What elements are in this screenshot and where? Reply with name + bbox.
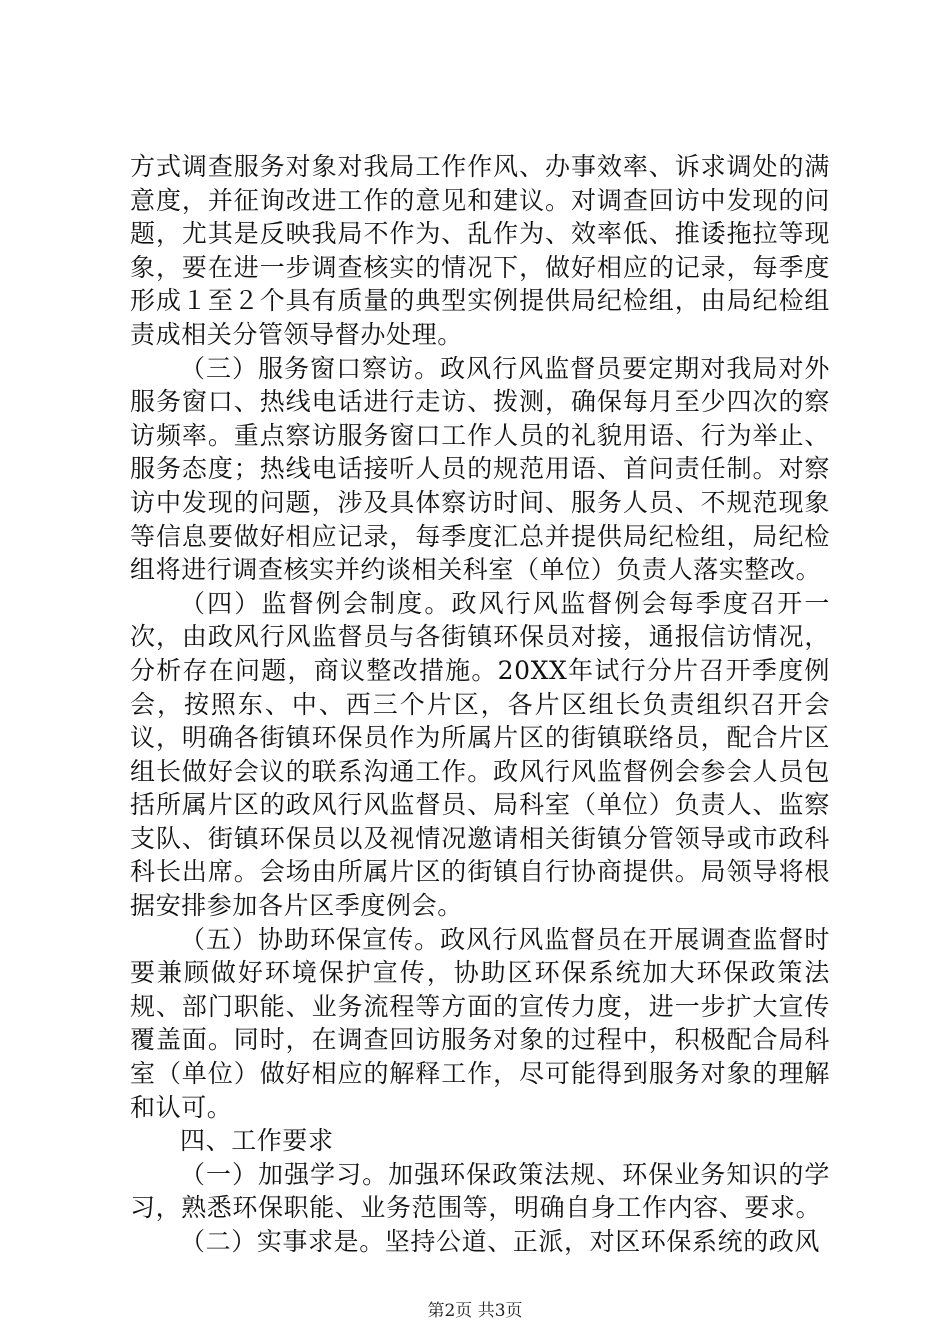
paragraph-seek-truth: （二）实事求是。坚持公道、正派，对区环保系统的政风 (180, 1227, 821, 1256)
paragraph-strengthen-learning: （一）加强学习。加强环保政策法规、环保业务知识的学习，熟悉环保职能、业务范围等，明确自身工作内容、要求。 (130, 1159, 830, 1223)
page-number-footer: 第2页 共3页 (427, 1301, 523, 1321)
paragraph-service-window-visits: （三）服务窗口察访。政风行风监督员要定期对我局对外服务窗口、热线电话进行走访、拨测，确保每月至少四次的察访频率。重点察访服务窗口工作人员的礼貌用语、行为举止、服务态度；热线电话接听人员的规范用语、首问责任制。对察访中发现的问题，涉及具体察访时间、服务人员、不规范现象等信息要做好相应记录，每季度汇总并提供局纪检组，局纪检组将进行调查核实并约谈相关科室（单位）负责人落实整改。 (130, 353, 830, 585)
section-heading-work-requirements: 四、工作要求 (180, 1126, 334, 1156)
document-body (130, 150, 830, 1259)
paragraph-supervision-meetings: （四）监督例会制度。政风行风监督例会每季度召开一次，由政风行风监督员与各街镇环保员对接，通报信访情况，分析存在问题，商议整改措施。20XX年试行分片召开季度例会，按照东、中、西三个片区，各片区组长负责组织召开会议，明确各街镇环保员作为所属片区的街镇联络员，配合片区组长做好会议的联系沟通工作。政风行风监督例会参会人员包括所属片区的政风行风监督员、局科室（单位）负责人、监察支队、街镇环保员以及视情况邀请相关街镇分管领导或市政科科长出席。会场由所属片区的街镇自行协商提供。局领导将根据安排参加各片区季度例会。 (130, 588, 830, 921)
paragraph-continuation: 方式调查服务对象对我局工作作风、办事效率、诉求调处的满意度，并征询改进工作的意见和建议。对调查回访中发现的问题，尤其是反映我局不作为、乱作为、效率低、推诿拖拉等现象，要在进一步调查核实的情况下，做好相应的记录，每季度形成１至２个具有质量的典型实例提供局纪检组，由局纪检组责成相关分管领导督办处理。 (130, 152, 830, 349)
paragraph-environmental-publicity: （五）协助环保宣传。政风行风监督员在开展调查监督时要兼顾做好环境保护宣传，协助区环保系统加大环保政策法规、部门职能、业务流程等方面的宣传力度，进一步扩大宣传覆盖面。同时，在调查回访服务对象的过程中，积极配合局科室（单位）做好相应的解释工作，尽可能得到服务对象的理解和认可。 (130, 924, 830, 1122)
